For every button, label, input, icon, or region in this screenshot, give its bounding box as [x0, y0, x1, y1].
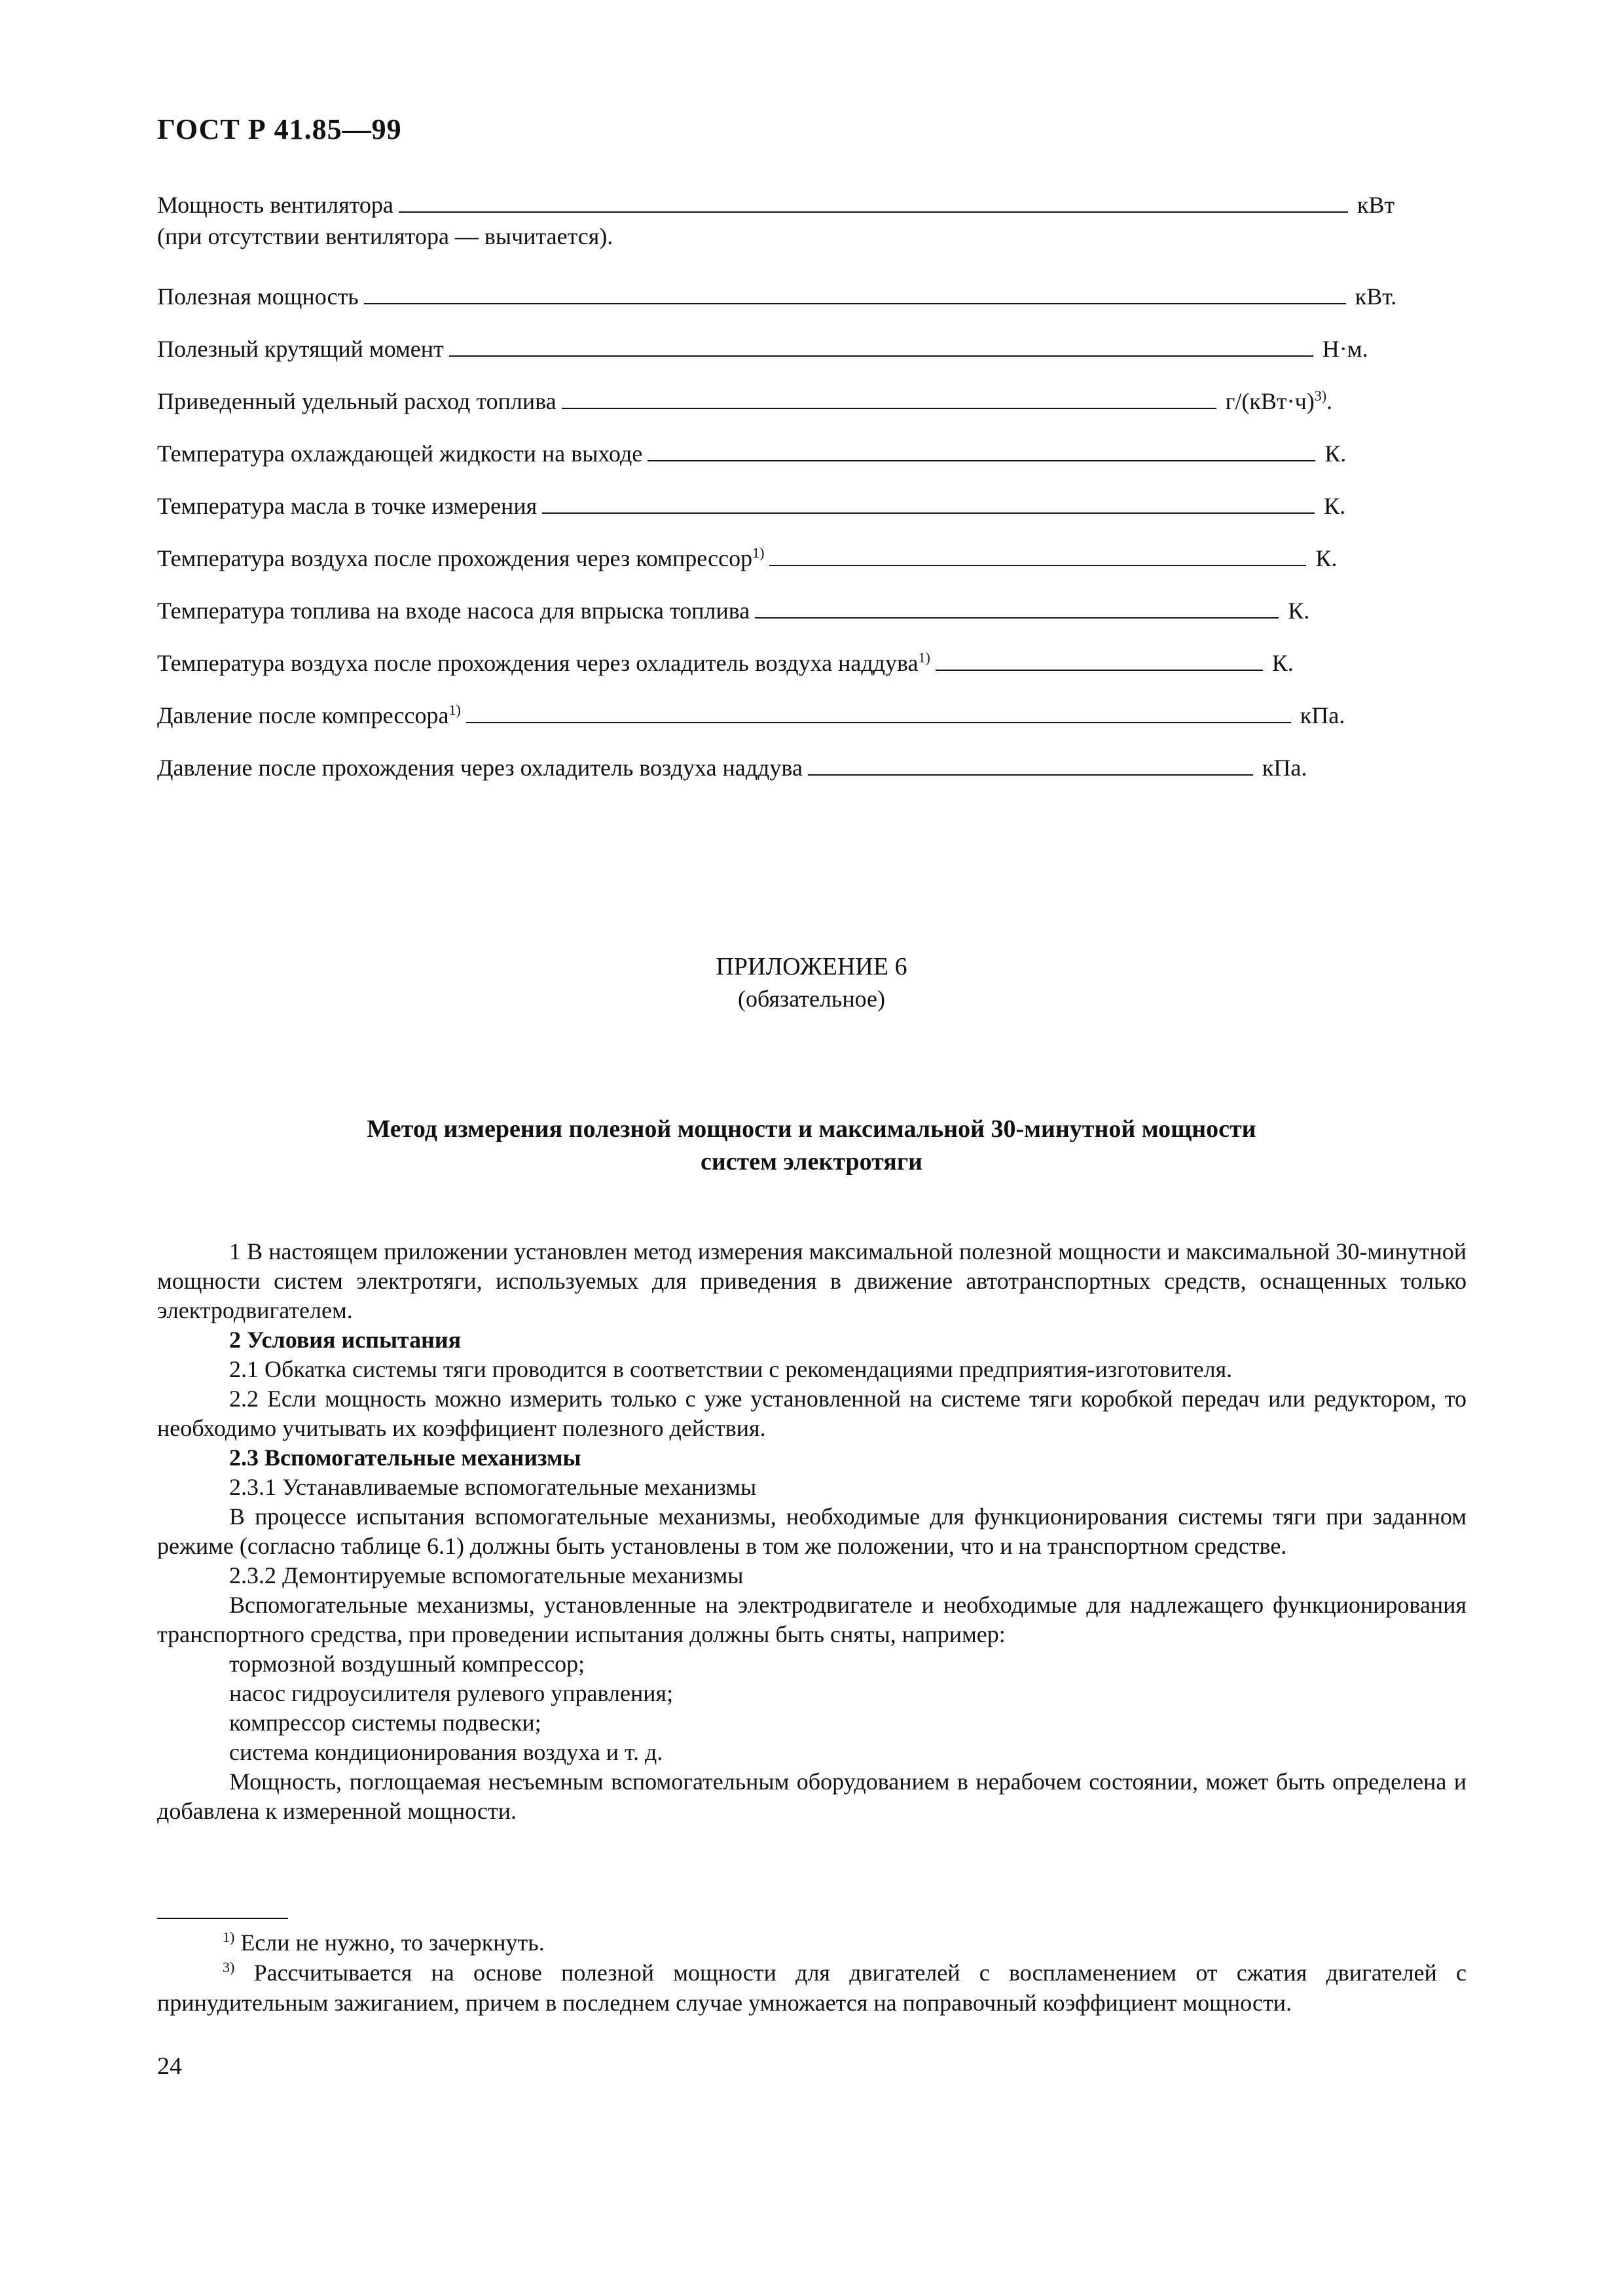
- form-unit: кВт: [1357, 192, 1395, 218]
- form-label: Температура воздуха после прохождения через компрессор$^{1)}$: [157, 545, 765, 571]
- form-row-air-after-compressor: [157, 545, 1467, 572]
- paragraph-2-3-2-text: Вспомогательные механизмы, установленные на электродвигателе и необходимые для надлежащего функционирования транспортного средства, при проведении испытания должны быть сняты, например:: [157, 1592, 1467, 1647]
- paragraph-2-2: 2.2 Если мощность можно измерить только с уже установленной на системе тяги коробкой передач или редуктором, то необходимо учитывать их коэффициент полезного действия.: [157, 1386, 1467, 1441]
- form-label: Полезный крутящий момент: [157, 336, 444, 362]
- form-label: Температура топлива на входе насоса для впрыска топлива: [157, 598, 750, 624]
- fill-line: [449, 355, 1313, 357]
- form-row-oil-temp: [157, 492, 1467, 520]
- footnote-3: $^{3)}$ Рассчитывается на основе полезной мощности для двигателей с воспламенением от сжатия двигателей с принудительным зажиганием, причем в последнем случае умножается на поправочный коэффициент мощности.: [157, 1959, 1467, 2016]
- page-number: 24: [157, 2053, 182, 2080]
- form-label: Полезная мощность: [157, 283, 359, 310]
- document-header: ГОСТ Р 41.85—99: [157, 113, 402, 145]
- list-item: система кондиционирования воздуха и т. д.: [229, 1739, 663, 1765]
- paragraph-2-3-1-text: В процессе испытания вспомогательные механизмы, необходимые для функционирования системы тяги при заданном режиме (согласно таблице 6.1) должны быть установлены в том же положении, что и на транспортном средстве.: [157, 1503, 1467, 1559]
- list-item: компрессор системы подвески;: [229, 1710, 541, 1736]
- fill-line: [364, 302, 1346, 304]
- appendix-title: [0, 1113, 1623, 1178]
- form-row-fuel-consumption: [157, 387, 1467, 415]
- form-unit: Н·м.: [1322, 336, 1368, 362]
- list-item: насос гидроусилителя рулевого управления;: [229, 1680, 674, 1706]
- form-row-fuel-temp: [157, 597, 1467, 624]
- form-label: Температура масла в точке измерения: [157, 493, 538, 519]
- form-row-torque: [157, 335, 1467, 363]
- fill-line: [769, 564, 1306, 566]
- form-label: Давление после прохождения через охладитель воздуха наддува: [157, 755, 803, 781]
- form-unit: К.: [1324, 440, 1347, 467]
- fill-line: [542, 512, 1315, 514]
- appendix-body: [157, 1237, 1467, 1826]
- paragraph-2-3-1: 2.3.1 Устанавливаемые вспомогательные механизмы: [229, 1474, 757, 1500]
- appendix-label: ПРИЛОЖЕНИЕ 6: [716, 953, 907, 980]
- fill-line: [808, 774, 1253, 776]
- paragraph-1: 1 В настоящем приложении установлен метод измерения максимальной полезной мощности и максимальной 30-минутной мощности систем электротяги, используемых для приведения в движение автотранспортных средств, оснащенных только электродвигателем.: [157, 1238, 1467, 1323]
- footnote-1: $^{1)}$ Если не нужно, то зачеркнуть.: [223, 1929, 545, 1956]
- section-heading-2-3: 2.3 Вспомогательные механизмы: [229, 1444, 581, 1471]
- footnote-divider: [157, 1918, 288, 1919]
- appendix-status: (обязательное): [738, 986, 885, 1012]
- form-label: Давление после компрессора$^{1)}$: [157, 702, 461, 728]
- appendix-title-line-1: Метод измерения полезной мощности и максимальной 30-минутной мощности: [367, 1115, 1256, 1143]
- form-label: Температура охлаждающей жидкости на выходе: [157, 440, 643, 467]
- list-item: тормозной воздушный компрессор;: [229, 1651, 585, 1677]
- form-row-pressure-after-compressor: [157, 702, 1467, 729]
- paragraph-last: Мощность, поглощаемая несъемным вспомогательным оборудованием в нерабочем состоянии, может быть определена и добавлена к измеренной мощности.: [157, 1768, 1467, 1824]
- fill-line: [936, 669, 1263, 671]
- fill-line: [562, 407, 1216, 409]
- form-row-fan-power: [157, 191, 1467, 219]
- fill-line: [647, 459, 1315, 461]
- form-unit: кПа.: [1300, 702, 1345, 728]
- form-unit: К.: [1324, 493, 1346, 519]
- form-unit: кПа.: [1262, 755, 1307, 781]
- footnotes: [157, 1928, 1467, 2018]
- section-heading-2: 2 Условия испытания: [229, 1327, 462, 1353]
- form-unit: $г/(кВт\cdot ч)^{3)}$.: [1225, 387, 1333, 414]
- form-unit: К.: [1271, 650, 1294, 676]
- form-label: Мощность вентилятора: [157, 192, 393, 218]
- form-unit: К.: [1288, 598, 1310, 624]
- fill-line: [466, 721, 1291, 723]
- form-unit: кВт.: [1355, 283, 1397, 310]
- fill-line: [399, 211, 1348, 213]
- form-row-pressure-after-cooler: [157, 754, 1467, 781]
- form-row-coolant-temp: [157, 440, 1467, 467]
- form-label: Температура воздуха после прохождения через охладитель воздуха наддува$^{1)}$: [157, 649, 930, 676]
- form-unit: К.: [1315, 545, 1338, 571]
- paragraph-2-1: 2.1 Обкатка системы тяги проводится в соответствии с рекомендациями предприятия-изготовителя.: [229, 1356, 1233, 1382]
- form-label: Приведенный удельный расход топлива: [157, 388, 556, 414]
- appendix-title-line-2: систем электротяги: [701, 1148, 922, 1175]
- form-row-air-after-cooler: [157, 649, 1467, 677]
- fan-note: (при отсутствии вентилятора — вычитается).: [157, 223, 613, 249]
- fill-line: [755, 617, 1279, 619]
- paragraph-2-3-2: 2.3.2 Демонтируемые вспомогательные механизмы: [229, 1562, 744, 1588]
- form-row-useful-power: [157, 283, 1467, 310]
